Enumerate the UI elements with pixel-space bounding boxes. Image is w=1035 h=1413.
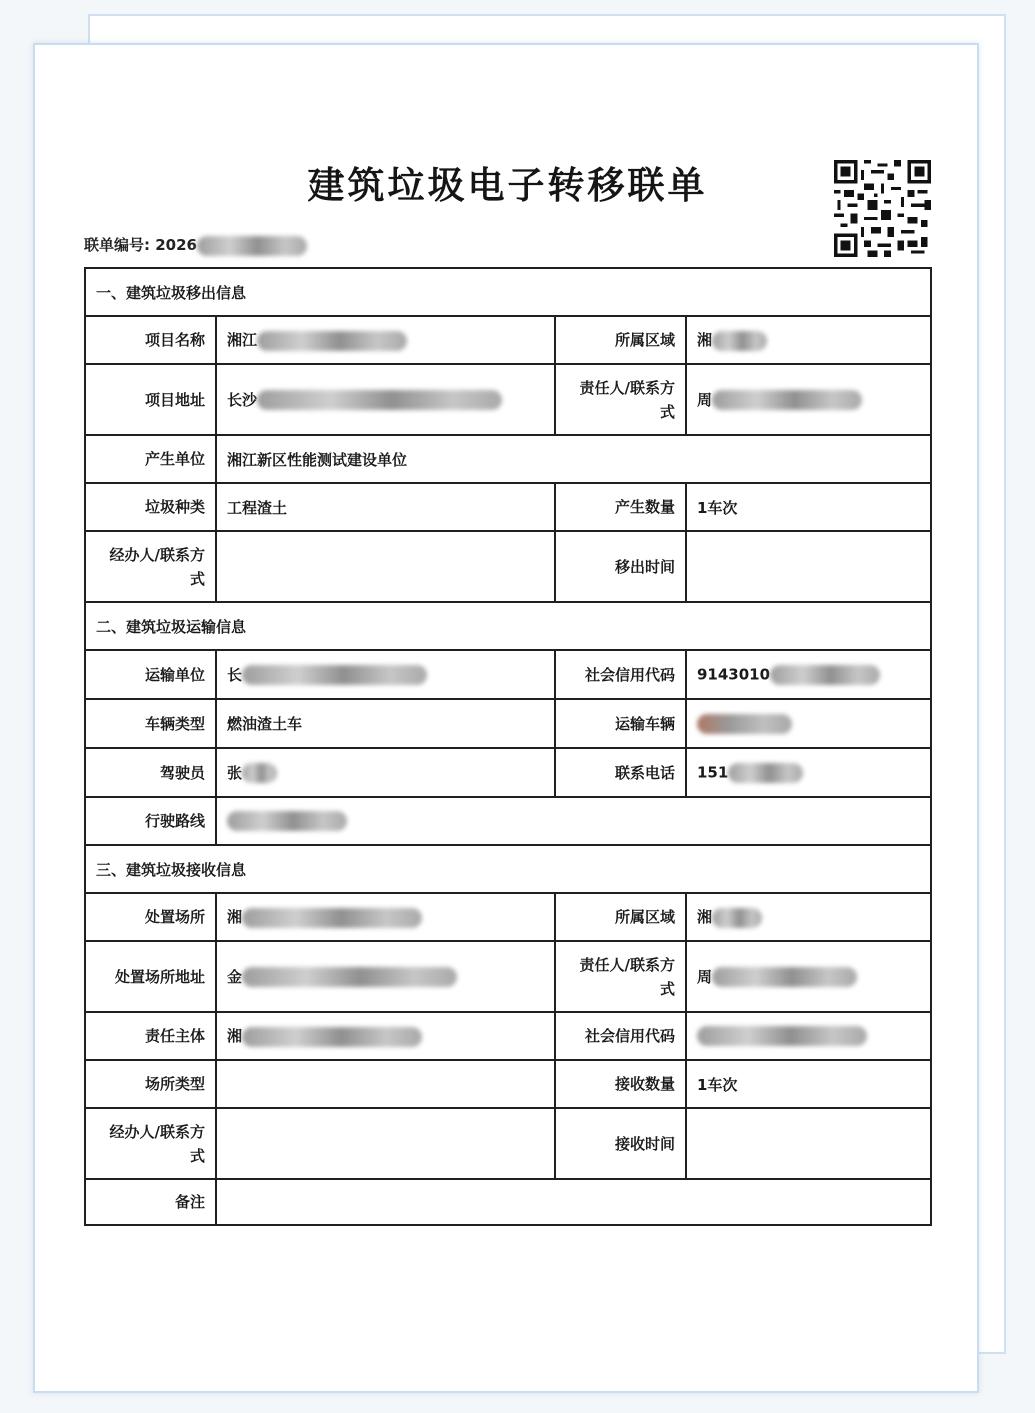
producer-value: 湘江新区性能测试建设单位 xyxy=(216,435,931,483)
table-row xyxy=(85,1060,931,1108)
field-label: 项目名称 xyxy=(85,316,216,364)
vehicle-type-value: 燃油渣土车 xyxy=(216,699,555,748)
driver-value: 张 xyxy=(216,748,555,797)
table-row xyxy=(85,364,931,435)
table-row xyxy=(85,435,931,483)
section-header-transport xyxy=(85,602,931,650)
table-row xyxy=(85,699,931,748)
field-label: 场所类型 xyxy=(85,1060,216,1108)
site-type-value xyxy=(216,1060,555,1108)
remarks-value xyxy=(216,1179,931,1225)
phone-value: 151 xyxy=(686,748,931,797)
section-header-receive xyxy=(85,845,931,893)
field-label: 接收数量 xyxy=(555,1060,686,1108)
page-title: 建筑垃圾电子转移联单 xyxy=(307,164,708,207)
district-value: 湘 xyxy=(686,316,931,364)
handler-value xyxy=(216,1108,555,1179)
entity-value: 湘 xyxy=(216,1012,555,1060)
project-address-value: 长沙 xyxy=(216,364,555,435)
received-time-value xyxy=(686,1108,931,1179)
section-title: 三、建筑垃圾接收信息 xyxy=(85,845,931,893)
field-label: 产生数量 xyxy=(555,483,686,531)
field-label: 所属区域 xyxy=(555,316,686,364)
field-label: 所属区域 xyxy=(555,893,686,941)
out-time-value xyxy=(686,531,931,602)
site-value: 湘 xyxy=(216,893,555,941)
handler-value xyxy=(216,531,555,602)
section-title: 二、建筑垃圾运输信息 xyxy=(85,602,931,650)
section-title: 一、建筑垃圾移出信息 xyxy=(85,268,931,316)
credit-code-value: 9143010 xyxy=(686,650,931,699)
table-row xyxy=(85,1012,931,1060)
credit-code-value xyxy=(686,1012,931,1060)
doc-number-value: 2026 xyxy=(155,236,197,254)
quantity-value: 1车次 xyxy=(686,483,931,531)
table-row xyxy=(85,893,931,941)
field-label: 垃圾种类 xyxy=(85,483,216,531)
table-row xyxy=(85,531,931,602)
field-label: 联系电话 xyxy=(555,748,686,797)
field-label: 产生单位 xyxy=(85,435,216,483)
transport-company-value: 长 xyxy=(216,650,555,699)
table-row xyxy=(85,483,931,531)
transfer-form-table xyxy=(84,267,932,1226)
field-label: 备注 xyxy=(85,1179,216,1225)
field-label: 处置场所 xyxy=(85,893,216,941)
table-row xyxy=(85,316,931,364)
qr-code-icon xyxy=(834,160,931,257)
table-row xyxy=(85,1108,931,1179)
project-name-value: 湘江 xyxy=(216,316,555,364)
section-header-export xyxy=(85,268,931,316)
field-label: 运输车辆 xyxy=(555,699,686,748)
table-row xyxy=(85,941,931,1012)
vehicle-value xyxy=(686,699,931,748)
contact-value: 周 xyxy=(686,941,931,1012)
site-address-value: 金 xyxy=(216,941,555,1012)
table-row xyxy=(85,797,931,845)
field-label: 经办人/联系方式 xyxy=(85,1108,216,1179)
field-label: 责任人/联系方式 xyxy=(555,364,686,435)
field-label: 运输单位 xyxy=(85,650,216,699)
field-label: 项目地址 xyxy=(85,364,216,435)
district-value: 湘 xyxy=(686,893,931,941)
field-label: 经办人/联系方式 xyxy=(85,531,216,602)
route-value xyxy=(216,797,931,845)
field-label: 驾驶员 xyxy=(85,748,216,797)
field-label: 社会信用代码 xyxy=(555,650,686,699)
table-row xyxy=(85,650,931,699)
field-label: 责任人/联系方式 xyxy=(555,941,686,1012)
field-label: 接收时间 xyxy=(555,1108,686,1179)
table-row xyxy=(85,1179,931,1225)
field-label: 行驶路线 xyxy=(85,797,216,845)
doc-number-label: 联单编号: xyxy=(84,236,150,254)
field-label: 车辆类型 xyxy=(85,699,216,748)
field-label: 处置场所地址 xyxy=(85,941,216,1012)
received-qty-value: 1车次 xyxy=(686,1060,931,1108)
field-label: 社会信用代码 xyxy=(555,1012,686,1060)
field-label: 责任主体 xyxy=(85,1012,216,1060)
waste-type-value: 工程渣土 xyxy=(216,483,555,531)
field-label: 移出时间 xyxy=(555,531,686,602)
doc-number xyxy=(84,234,307,256)
redacted-blur xyxy=(197,236,307,256)
contact-value: 周 xyxy=(686,364,931,435)
table-row xyxy=(85,748,931,797)
